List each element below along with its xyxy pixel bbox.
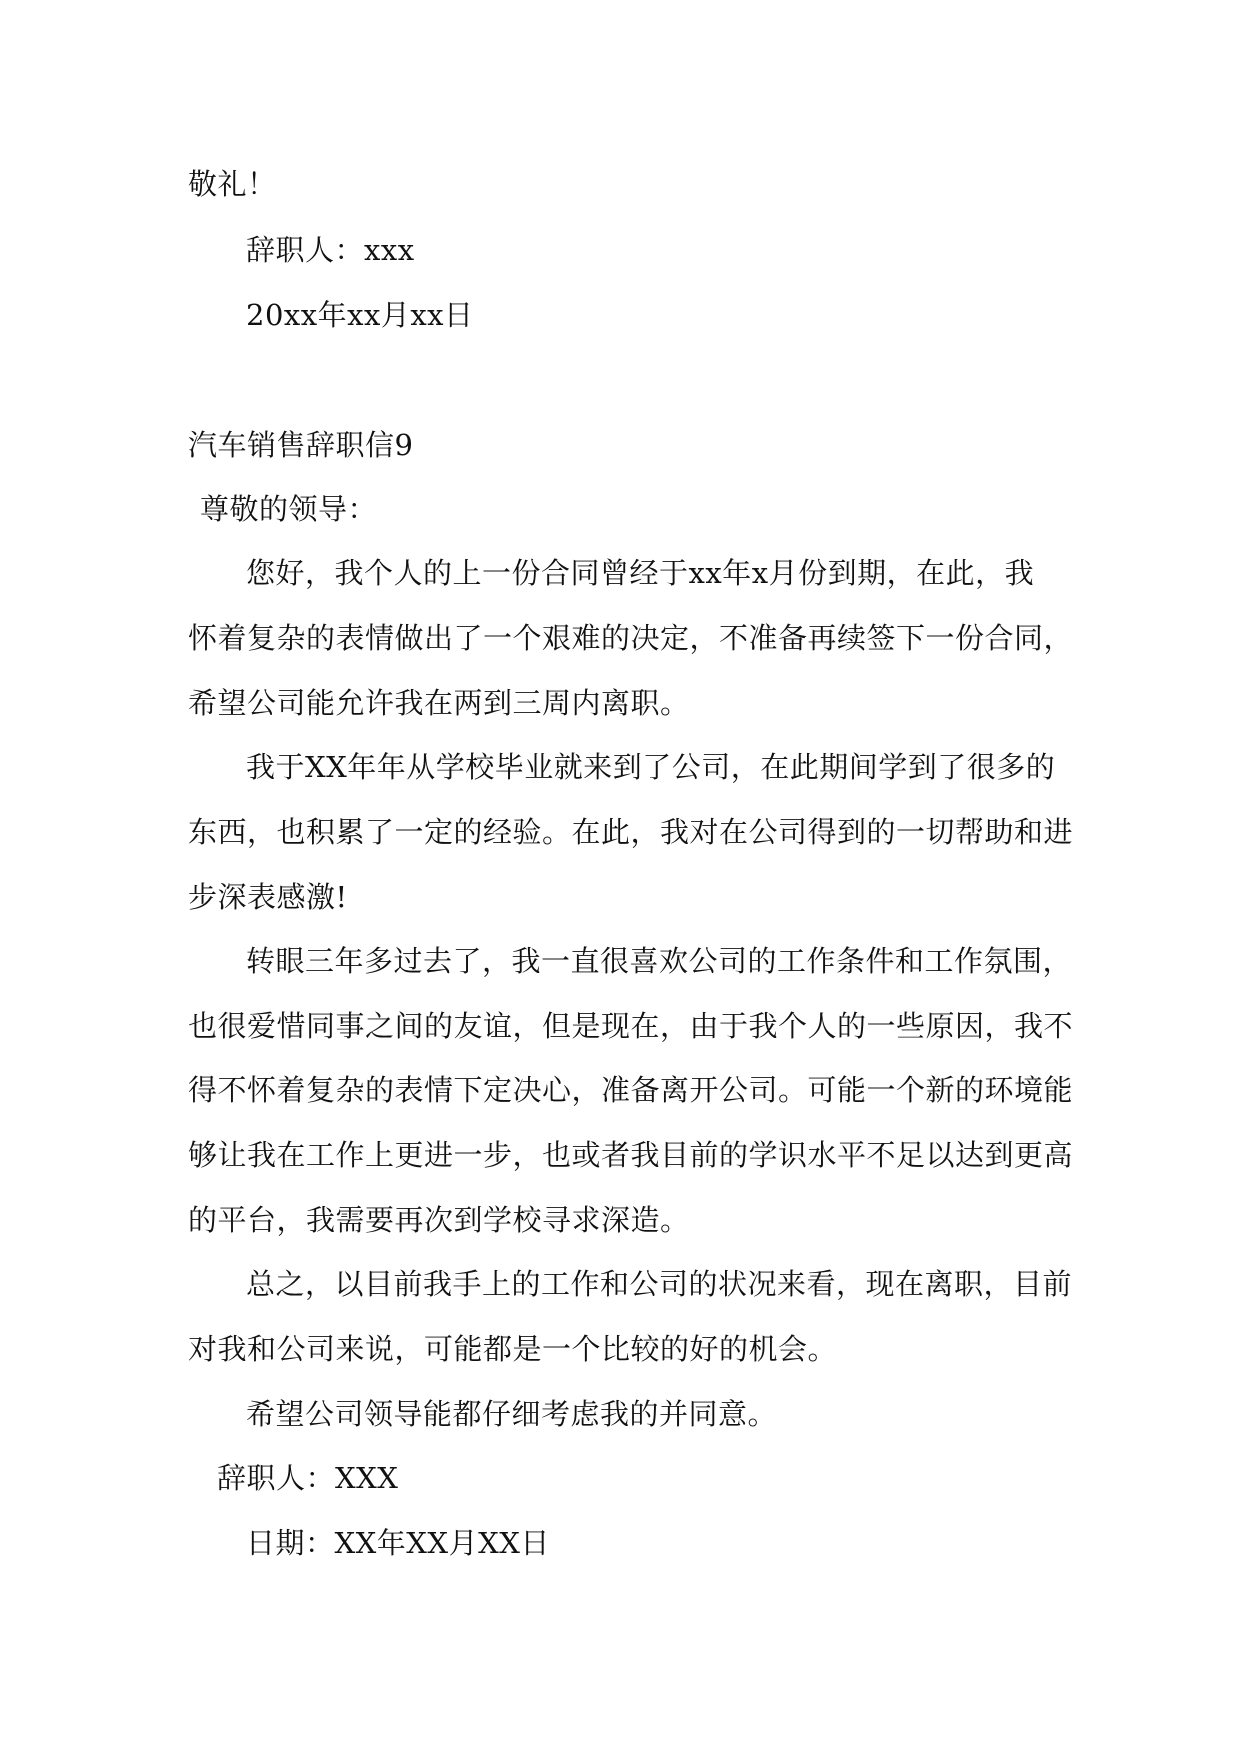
body-line: 转眼三年多过去了，我一直很喜欢公司的工作条件和工作氛围， xyxy=(246,944,1073,978)
body-line: 怀着复杂的表情做出了一个艰难的决定，不准备再续签下一份合同， xyxy=(188,621,1074,655)
body-line: 总之，以目前我手上的工作和公司的状况来看，现在离职，目前 xyxy=(246,1267,1073,1301)
closing-salute: 敬礼！ xyxy=(188,167,277,201)
body-line: 够让我在工作上更进一步，也或者我目前的学识水平不足以达到更高 xyxy=(188,1138,1074,1172)
body-line: 我于XX年年从学校毕业就来到了公司，在此期间学到了很多的 xyxy=(246,750,1056,784)
body-line: 对我和公司来说，可能都是一个比较的好的机会。 xyxy=(188,1332,838,1366)
body-line: 东西，也积累了一定的经验。在此，我对在公司得到的一切帮助和进 xyxy=(188,815,1074,849)
body-line: 您好，我个人的上一份合同曾经于xx年x月份到期，在此，我 xyxy=(246,556,1035,590)
body-line: 也很爱惜同事之间的友谊，但是现在，由于我个人的一些原因，我不 xyxy=(188,1009,1074,1043)
signature: 辞职人：XXX xyxy=(217,1461,399,1495)
body-line: 希望公司领导能都仔细考虑我的并同意。 xyxy=(246,1397,778,1431)
body-line: 希望公司能允许我在两到三周内离职。 xyxy=(188,686,690,720)
salutation: 尊敬的领导： xyxy=(200,492,378,526)
body-line: 步深表感激! xyxy=(188,880,348,914)
previous-date: 20xx年xx月xx日 xyxy=(246,298,474,332)
previous-signature: 辞职人：xxx xyxy=(246,233,415,267)
signature-date: 日期：XX年XX月XX日 xyxy=(246,1526,550,1560)
body-line: 的平台，我需要再次到学校寻求深造。 xyxy=(188,1203,690,1237)
body-line: 得不怀着复杂的表情下定决心，准备离开公司。可能一个新的环境能 xyxy=(188,1073,1074,1107)
letter-title: 汽车销售辞职信9 xyxy=(188,428,414,462)
